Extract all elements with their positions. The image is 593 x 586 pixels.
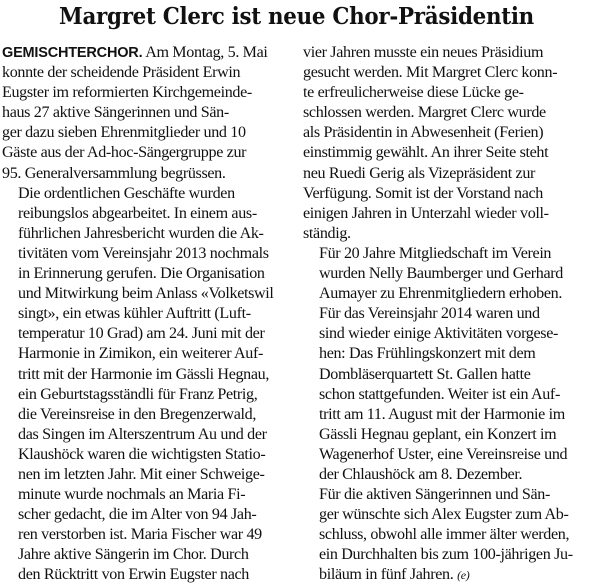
- paragraph-3: [303, 43, 591, 244]
- left-column: [2, 43, 292, 586]
- right-column: [303, 43, 591, 586]
- article-line: Klaushöck waren die wichtigsten Statio-: [18, 445, 266, 463]
- article-line: ein Geburtstagsständli für Franz Petrig,: [18, 385, 258, 403]
- article-line: reibungslos abgearbeitet. In einem aus-: [18, 204, 257, 222]
- section-lead: GEMISCHTERCHOR.: [2, 45, 143, 61]
- article-line: Die ordentlichen Geschäfte wurden: [18, 184, 235, 202]
- article-line: sind wieder einige Aktivitäten vorgese-: [319, 325, 559, 343]
- article-line: 95. Generalversammlung begrüssen.: [2, 164, 226, 182]
- article-line: minute wurde nochmals an Maria Fi-: [18, 486, 246, 504]
- article-line: Jahre aktive Sängerin im Chor. Durch: [18, 546, 249, 564]
- article-line: Dombläserquartett St. Gallen hatte: [319, 365, 531, 383]
- article-line: vier Jahren musste ein neues Präsidium: [303, 44, 544, 61]
- article-line: ger dazu sieben Ehrenmitglieder und 10: [2, 124, 246, 142]
- article-line: neu Ruedi Gerig als Vizepräsident zur: [303, 164, 536, 182]
- article-line: hen: Das Frühlingskonzert mit dem: [319, 345, 536, 363]
- article-line: [303, 565, 591, 585]
- paragraph-2: [2, 184, 292, 586]
- article-line: der Chlaushöck am 8. Dezember.: [319, 465, 523, 483]
- article-line: schluss, obwohl alle immer älter werden,: [319, 526, 570, 544]
- article-line: wurden Nelly Baumberger und Gerhard: [319, 265, 563, 283]
- article-line: tritt am 11. August mit der Harmonie im: [319, 405, 565, 423]
- paragraph-1: [2, 43, 292, 184]
- article-line: einstimmig gewählt. An ihrer Seite steht: [303, 144, 549, 162]
- article-line: tritt mit der Harmonie im Gässli Hegnau,: [18, 365, 270, 383]
- article-line: [2, 43, 292, 63]
- line-text: biläum in fünf Jahren.: [319, 566, 454, 584]
- line-text: Am Montag, 5. Mai: [142, 44, 268, 61]
- paragraph-4: [303, 244, 591, 304]
- headline: Margret Clerc ist neue Chor-Präsidentin: [59, 3, 534, 30]
- article-line: Gässli Hegnau geplant, ein Konzert im: [319, 425, 557, 443]
- article-line: haus 27 aktive Sängerinnen und Sän-: [2, 104, 229, 122]
- article-line: Harmonie in Zimikon, ein weiterer Auf-: [18, 345, 264, 363]
- article-line: schlossen werden. Margret Clerc wurde: [303, 104, 546, 122]
- article-line: schon stattgefunden. Weiter ist ein Auf-: [319, 385, 560, 403]
- author-initial: (e): [457, 568, 470, 583]
- article-line: singt», ein etwas kühler Auftritt (Luft-: [18, 305, 251, 323]
- paragraph-5: [303, 304, 591, 485]
- article-line: das Singen im Alterszentrum Au und der: [18, 425, 267, 443]
- paragraph-6: [303, 485, 591, 585]
- article-line: gesucht werden. Mit Margret Clerc konn-: [303, 64, 558, 82]
- article-line: konnte der scheidende Präsident Erwin: [2, 64, 241, 82]
- article-line: den Rücktritt von Erwin Eugster nach: [18, 566, 249, 584]
- article-line: ren verstorben ist. Maria Fischer war 49: [18, 526, 262, 544]
- article-line: Verfügung. Somit ist der Vorstand nach: [303, 184, 544, 202]
- article-line: ger wünschte sich Alex Eugster zum Ab-: [319, 506, 569, 524]
- article-line: temperatur 10 Grad) am 24. Juni mit der: [18, 325, 265, 343]
- article-line: Wagenerhof Uster, eine Vereinsreise und: [319, 445, 568, 463]
- article-line: und Mitwirkung beim Anlass «Volketswil: [18, 285, 274, 303]
- article-line: ständig.: [303, 224, 351, 242]
- article-line: Aumayer zu Ehrenmitgliedern erhoben.: [319, 285, 563, 303]
- article-line: führlichen Jahresbericht wurden die Ak-: [18, 224, 264, 242]
- article-line: die Vereinsreise in den Bregenzerwald,: [18, 405, 256, 423]
- article-line: Gäste aus der Ad-hoc-Sängergruppe zur: [2, 144, 247, 162]
- article-line: scher gedacht, die im Alter von 94 Jah-: [18, 506, 257, 524]
- article-line: ein Durchhalten bis zum 100-jährigen Ju-: [319, 546, 573, 564]
- article-line: als Präsidentin in Abwesenheit (Ferien): [303, 124, 544, 142]
- article-line: einigen Jahren in Unterzahl wieder voll-: [303, 204, 549, 222]
- article-line: in Erinnerung gerufen. Die Organisation: [18, 265, 265, 283]
- article-line: Für 20 Jahre Mitgliedschaft im Verein: [319, 244, 552, 262]
- article-line: nen im letzten Jahr. Mit einer Schweige-: [18, 465, 265, 483]
- article-line: tivitäten vom Vereinsjahr 2013 nochmals: [18, 244, 269, 262]
- article-line: Für die aktiven Sängerinnen und Sän-: [319, 486, 550, 504]
- article-line: te erfreulicherweise diese Lücke ge-: [303, 84, 524, 102]
- article-line: Für das Vereinsjahr 2014 waren und: [319, 305, 540, 323]
- article-line: Eugster im reformierten Kirchgemeinde-: [2, 84, 252, 102]
